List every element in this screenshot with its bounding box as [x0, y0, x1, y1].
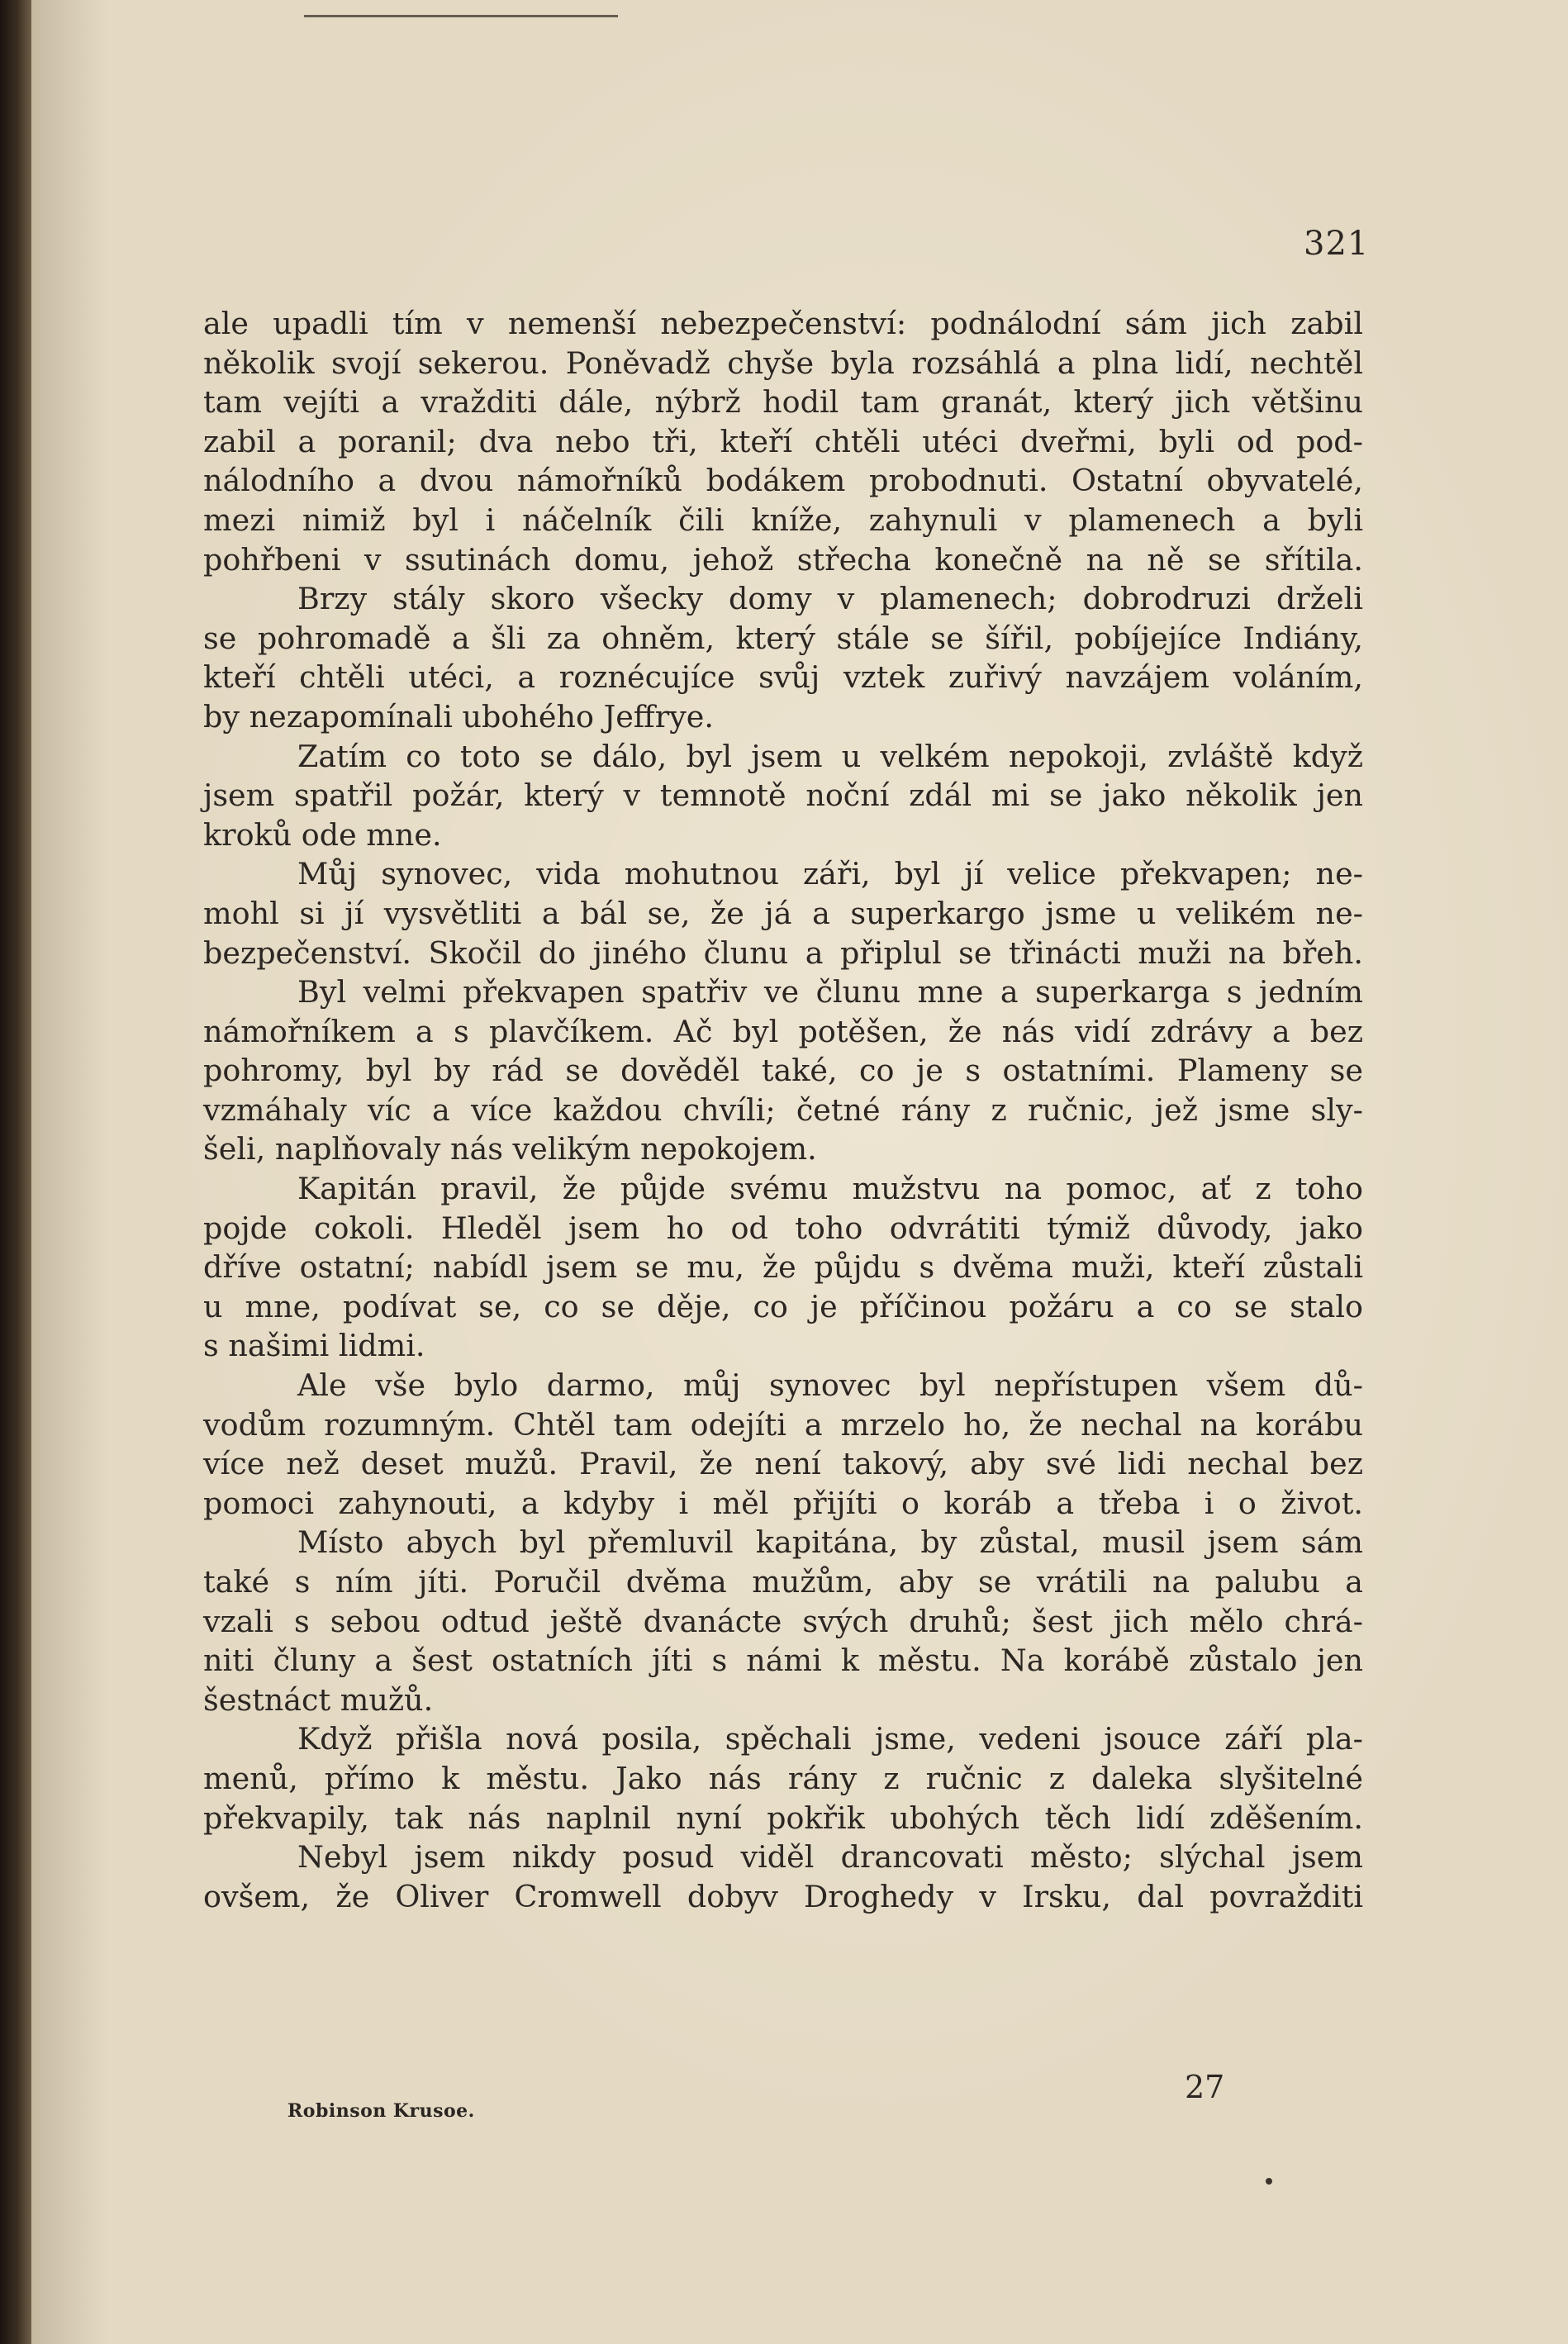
- text-line: jsem spatřil požár, který v temnotě noční zdál mi se jako několik jen: [203, 777, 1363, 814]
- text-line: nálodního a dvou námořníků bodákem probodnuti. Ostatní obyvatelé,: [203, 463, 1363, 499]
- text-line: ale upadli tím v nemenší nebezpečenství: podnálodní sám jich zabil: [203, 306, 1363, 341]
- text-line: vzmáhaly víc a více každou chvíli; četné rány z ručnic, jež jsme sly-: [203, 1091, 1363, 1128]
- text-line: Zatím co toto se dálo, byl jsem u velkém nepokoji, zvláště když: [297, 738, 1363, 774]
- text-line: dříve ostatní; nabídl jsem se mu, že půjdu s dvěma muži, kteří zůstali: [203, 1249, 1363, 1286]
- text-line: tam vejíti a vražditi dále, nýbrž hodil tam granát, který jich většinu: [203, 384, 1363, 421]
- text-line: také s ním jíti. Poručil dvěma mužům, aby se vrátili na palubu a: [203, 1564, 1363, 1600]
- text-line: Kapitán pravil, že půjde svému mužstvu na pomoc, ať z toho: [297, 1171, 1363, 1207]
- text-line: ovšem, že Oliver Cromwell dobyv Droghedy v Irsku, dal povražditi: [203, 1878, 1363, 1914]
- text-line: několik svojí sekerou. Poněvadž chyše byla rozsáhlá a plna lidí, nechtěl: [203, 345, 1363, 381]
- text-line: Místo abych byl přemluvil kapitána, by zůstal, musil jsem sám: [297, 1524, 1363, 1561]
- text-line: pohromy, byl by rád se dověděl také, co je s ostatními. Plameny se: [203, 1053, 1363, 1089]
- book-page: [31, 0, 1568, 2344]
- text-line: pomoci zahynouti, a kdyby i měl přijíti o koráb a třeba i o život.: [203, 1485, 1363, 1521]
- text-line: více než deset mužů. Pravil, že není takový, aby své lidi nechal bez: [203, 1446, 1363, 1482]
- text-line: šeli, naplňovaly nás velikým nepokojem.: [203, 1131, 817, 1167]
- text-line: námořníkem a s plavčíkem. Ač byl potěšen, že nás vidí zdrávy a bez: [203, 1013, 1363, 1049]
- text-line: vodům rozumným. Chtěl tam odejíti a mrzelo ho, že nechal na korábu: [203, 1406, 1363, 1443]
- text-line: by nezapomínali ubohého Jeffrye.: [203, 698, 715, 735]
- text-line: pojde cokoli. Hleděl jsem ho od toho odvrátiti týmiž důvody, jako: [203, 1210, 1363, 1246]
- text-line: Když přišla nová posila, spěchali jsme, vedeni jsouce září pla-: [297, 1721, 1363, 1757]
- text-line: u mne, podívat se, co se děje, co je příčinou požáru a co se stalo: [203, 1288, 1363, 1324]
- text-line: Nebyl jsem nikdy posud viděl drancovati město; slýchal jsem: [297, 1839, 1363, 1876]
- text-line: Můj synovec, vida mohutnou záři, byl jí velice překvapen; ne-: [297, 856, 1363, 892]
- signature-mark: 27: [1185, 2069, 1225, 2105]
- text-line: mezi nimiž byl i náčelník čili kníže, zahynuli v plamenech a byli: [203, 502, 1363, 538]
- text-line: kroků ode mne.: [203, 816, 442, 853]
- text-line: se pohromadě a šli za ohněm, který stále se šířil, pobíjejíce Indiány,: [203, 620, 1363, 656]
- text-line: Byl velmi překvapen spatřiv ve člunu mne a superkarga s jedním: [297, 974, 1363, 1010]
- text-line: šestnáct mužů.: [203, 1681, 434, 1718]
- top-rule: [304, 15, 618, 17]
- ink-speck: [1266, 2178, 1272, 2185]
- text-line: vzali s sebou odtud ještě dvanácte svých druhů; šest jich mělo chrá-: [203, 1603, 1363, 1639]
- text-line: s našimi lidmi.: [203, 1328, 425, 1364]
- text-line: menů, přímo k městu. Jako nás rány z ručnic z daleka slyšitelné: [203, 1760, 1363, 1796]
- text-line: překvapily, tak nás naplnil nyní pokřik ubohých těch lidí zděšením.: [203, 1800, 1363, 1836]
- text-line: Ale vše bylo darmo, můj synovec byl nepřístupen všem dů-: [297, 1367, 1363, 1404]
- text-line: bezpečenství. Skočil do jiného člunu a připlul se třinácti muži na břeh.: [203, 934, 1363, 971]
- footer-book-title: Robinson Krusoe.: [287, 2100, 475, 2122]
- text-line: mohl si jí vysvětliti a bál se, že já a superkargo jsme u velikém ne-: [203, 895, 1363, 931]
- text-line: pohřbeni v ssutinách domu, jehož střecha konečně na ně se sřítila.: [203, 541, 1363, 578]
- text-line: niti čluny a šest ostatních jíti s námi k městu. Na korábě zůstalo jen: [203, 1643, 1363, 1679]
- body-text: [203, 304, 1363, 1916]
- scan-binding-edge: [0, 0, 31, 2344]
- page-number: 321: [1304, 225, 1370, 263]
- text-line: Brzy stály skoro všecky domy v plamenech; dobrodruzi drželi: [297, 581, 1363, 617]
- text-line: zabil a poranil; dva nebo tři, kteří chtěli utéci dveřmi, byli od pod-: [203, 423, 1363, 459]
- text-line: kteří chtěli utéci, a roznécujíce svůj vztek zuřivý navzájem voláním,: [203, 659, 1363, 696]
